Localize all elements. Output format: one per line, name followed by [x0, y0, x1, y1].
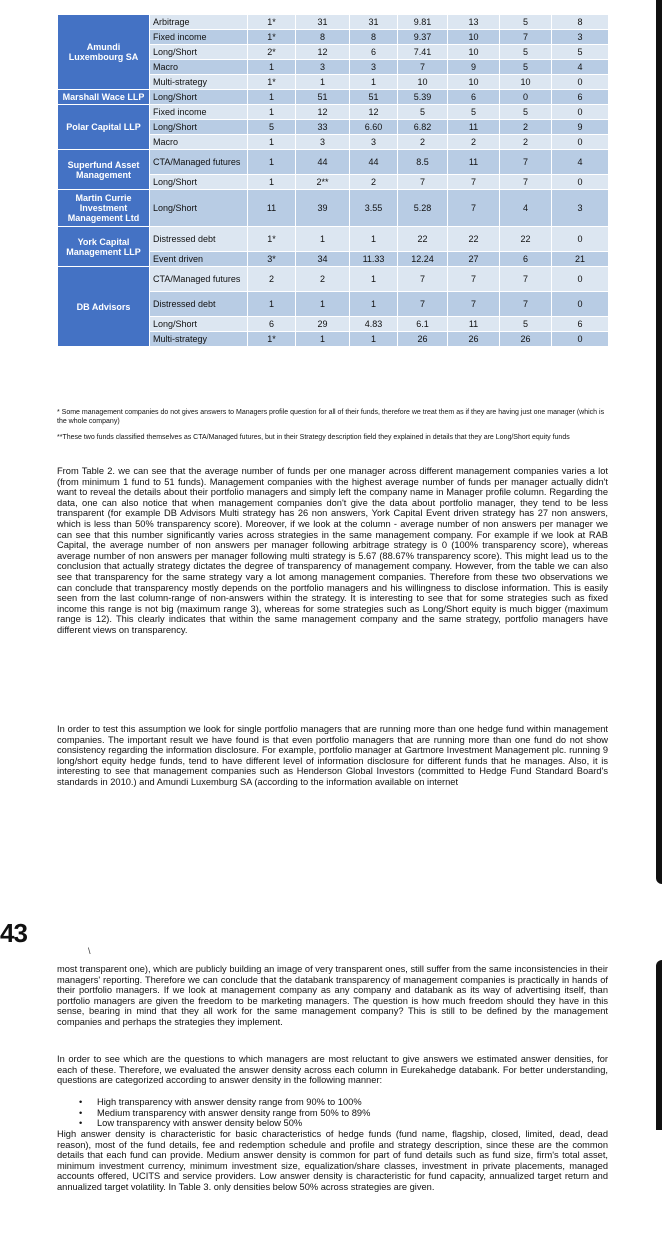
value-cell: 6: [552, 90, 609, 105]
value-cell: 5: [500, 45, 552, 60]
value-cell: 26: [398, 332, 448, 347]
value-cell: 6.1: [398, 317, 448, 332]
value-cell: 7: [398, 175, 448, 190]
value-cell: 7: [398, 267, 448, 292]
strategy-cell: Event driven: [150, 252, 248, 267]
table-row: [58, 267, 609, 292]
value-cell: 2: [448, 135, 500, 150]
value-cell: 51: [296, 90, 350, 105]
value-cell: 51: [350, 90, 398, 105]
value-cell: 0: [552, 135, 609, 150]
value-cell: 3*: [248, 252, 296, 267]
company-cell: Martin Currie Investment Management Ltd: [58, 190, 150, 227]
value-cell: 1: [350, 75, 398, 90]
value-cell: 1: [248, 90, 296, 105]
strategy-cell: Macro: [150, 60, 248, 75]
value-cell: 0: [552, 332, 609, 347]
strategy-cell: Arbitrage: [150, 15, 248, 30]
paragraph-1: From Table 2. we can see that the average number of funds per one manager across different management companies varies a lot (from minimum 1 fund to 51 funds). Management companies with the highest average number of funds per manager actually didn't want to reveal the details about their portfolio managers and simply left the company name in Manager profile column. Regarding the data, one can also notice that when management companies don't give the data about portfolio manager, they tend to be less transparent (for example DB Advisors Multi strategy has 26 non answers, York Capital Event driven strategy has 27 non answers, which is less than 50% transparency score). Moreover, if we look at the column - average number of non answers per manager we can see that this number significantly varies across strategies in the same management company. For example if we look at RAB Capital, the average number of non answers per manager following arbitrage strategy is 0 (100% transparency score), whereas average number of non answers per manager following multi strategy is 5.67 (88.67% transparency score). This might lead us to the conclusion that actually strategy dictates the degree of transparency of management company. However, from the table we can also see that transparency for the same strategy vary a lot among management companies. Therefore from these two observations we can conclude that transparency mostly depends on the portfolio managers and his willingness to disclose information. This is easily seen from the last column-range of non-answers within the strategy. It is interesting to see that for some strategies such as fixed income this range is not big (maximum range 3), whereas for some strategies such as Long/Short equity is much bigger (maximum range is 12). This clearly indicates that within the same management company and the same strategy, portfolio managers have different views on transparency.: [57, 466, 608, 635]
value-cell: 5: [248, 120, 296, 135]
table-row: [58, 90, 609, 105]
strategy-cell: Long/Short: [150, 45, 248, 60]
value-cell: 1: [296, 292, 350, 317]
strategy-cell: CTA/Managed futures: [150, 150, 248, 175]
value-cell: 9: [552, 120, 609, 135]
bullet-item: • High transparency with answer density range from 90% to 100%: [57, 1097, 608, 1108]
value-cell: 0: [552, 105, 609, 120]
value-cell: 8: [296, 30, 350, 45]
value-cell: 26: [500, 332, 552, 347]
value-cell: 5: [500, 317, 552, 332]
value-cell: 1: [248, 150, 296, 175]
value-cell: 0: [552, 292, 609, 317]
value-cell: 1: [350, 292, 398, 317]
value-cell: 4: [500, 190, 552, 227]
scan-mark: \: [88, 946, 91, 956]
value-cell: 12: [296, 105, 350, 120]
value-cell: 4.83: [350, 317, 398, 332]
value-cell: 0: [500, 90, 552, 105]
value-cell: 6.82: [398, 120, 448, 135]
value-cell: 0: [552, 267, 609, 292]
value-cell: 1: [248, 135, 296, 150]
value-cell: 1: [296, 227, 350, 252]
table-row: [58, 150, 609, 175]
value-cell: 27: [448, 252, 500, 267]
value-cell: 7: [448, 292, 500, 317]
value-cell: 3: [350, 135, 398, 150]
value-cell: 7: [448, 190, 500, 227]
company-cell: Amundi Luxembourg SA: [58, 15, 150, 90]
value-cell: 1: [350, 227, 398, 252]
value-cell: 1: [248, 60, 296, 75]
value-cell: 3.55: [350, 190, 398, 227]
value-cell: 1*: [248, 332, 296, 347]
value-cell: 12.24: [398, 252, 448, 267]
value-cell: 11: [248, 190, 296, 227]
value-cell: 3: [296, 135, 350, 150]
value-cell: 1: [296, 75, 350, 90]
strategy-cell: Distressed debt: [150, 292, 248, 317]
bullet-item: • Medium transparency with answer density range from 50% to 89%: [57, 1108, 608, 1119]
value-cell: 31: [296, 15, 350, 30]
value-cell: 1: [350, 267, 398, 292]
value-cell: 8: [552, 15, 609, 30]
value-cell: 4: [552, 60, 609, 75]
value-cell: 2**: [296, 175, 350, 190]
value-cell: 12: [350, 105, 398, 120]
value-cell: 5: [448, 105, 500, 120]
value-cell: 0: [552, 75, 609, 90]
value-cell: 11: [448, 317, 500, 332]
company-cell: Marshall Wace LLP: [58, 90, 150, 105]
value-cell: 6: [552, 317, 609, 332]
value-cell: 7: [500, 267, 552, 292]
value-cell: 3: [296, 60, 350, 75]
company-cell: York Capital Management LLP: [58, 227, 150, 267]
value-cell: 31: [350, 15, 398, 30]
value-cell: 0: [552, 175, 609, 190]
value-cell: 0: [552, 227, 609, 252]
value-cell: 12: [296, 45, 350, 60]
value-cell: 10: [500, 75, 552, 90]
strategy-cell: Long/Short: [150, 120, 248, 135]
value-cell: 2: [248, 267, 296, 292]
company-cell: DB Advisors: [58, 267, 150, 347]
value-cell: 26: [448, 332, 500, 347]
footnote-1: * Some management companies do not gives answers to Managers profile question for all of their funds, therefore we treat them as if they are having just one manager (which is the whole company): [57, 409, 605, 425]
paragraph-4: In order to see which are the questions to which managers are most reluctant to give answers we estimated answer densities, for each of these. Therefore, we evaluated the answer density across each column in Eurekahedge databank. For better understanding, questions are categorized according to answer density in the following manner:: [57, 1054, 608, 1086]
strategy-cell: Long/Short: [150, 90, 248, 105]
value-cell: 10: [448, 30, 500, 45]
value-cell: 34: [296, 252, 350, 267]
value-cell: 6: [248, 317, 296, 332]
value-cell: 8.5: [398, 150, 448, 175]
value-cell: 3: [552, 190, 609, 227]
value-cell: 4: [552, 150, 609, 175]
table-row: [58, 15, 609, 30]
value-cell: 9.37: [398, 30, 448, 45]
value-cell: 1*: [248, 30, 296, 45]
strategy-cell: Long/Short: [150, 175, 248, 190]
value-cell: 2: [296, 267, 350, 292]
value-cell: 29: [296, 317, 350, 332]
value-cell: 10: [398, 75, 448, 90]
value-cell: 21: [552, 252, 609, 267]
value-cell: 6: [500, 252, 552, 267]
table-row: [58, 227, 609, 252]
value-cell: 3: [350, 60, 398, 75]
company-cell: Polar Capital LLP: [58, 105, 150, 150]
value-cell: 8: [350, 30, 398, 45]
value-cell: 7: [448, 175, 500, 190]
value-cell: 1: [350, 332, 398, 347]
value-cell: 7: [500, 292, 552, 317]
value-cell: 1*: [248, 15, 296, 30]
value-cell: 6.60: [350, 120, 398, 135]
value-cell: 7.41: [398, 45, 448, 60]
page-edge-shadow: [656, 0, 662, 884]
value-cell: 2: [500, 120, 552, 135]
value-cell: 6: [448, 90, 500, 105]
page-number: 43: [0, 918, 27, 948]
value-cell: 44: [296, 150, 350, 175]
strategy-cell: Long/Short: [150, 190, 248, 227]
strategy-cell: CTA/Managed futures: [150, 267, 248, 292]
value-cell: 9.81: [398, 15, 448, 30]
manager-transparency-table: [57, 14, 609, 347]
paragraph-5: High answer density is characteristic for basic characteristics of hedge funds (fund name, flagship, closed, limited, dead, dead reason), most of the fund details, fee and redemption schedule and profile and strategy description, since these are the common details that each fund can provide. Medium answer density is common for part of fund details such as fund size, firm's total asset, minimum investment currency, minimum investment size, equalization/share classes, investment in private placements, managed accounts offered, UCITS and service providers. Low answer density is characteristic for fund capacity, annualized target return and annualized target volatility. In Table 3. only densities below 50% across strategies are given.: [57, 1129, 608, 1192]
value-cell: 11.33: [350, 252, 398, 267]
value-cell: 11: [448, 120, 500, 135]
value-cell: 1: [248, 292, 296, 317]
bullet-item: • Low transparency with answer density below 50%: [57, 1118, 608, 1129]
value-cell: 22: [398, 227, 448, 252]
value-cell: 5: [500, 60, 552, 75]
footnote-2: **These two funds classified themselves as CTA/Managed futures, but in their Strategy description field they explained in details that they are Long/Short equity funds: [57, 434, 570, 441]
value-cell: 5.39: [398, 90, 448, 105]
value-cell: 5: [500, 15, 552, 30]
value-cell: 11: [448, 150, 500, 175]
strategy-cell: Fixed income: [150, 105, 248, 120]
value-cell: 1: [296, 332, 350, 347]
transparency-bullet-list: [57, 1097, 608, 1129]
table-row: [58, 190, 609, 227]
value-cell: 7: [500, 150, 552, 175]
value-cell: 5: [552, 45, 609, 60]
value-cell: 2*: [248, 45, 296, 60]
value-cell: 33: [296, 120, 350, 135]
company-cell: Superfund Asset Management: [58, 150, 150, 190]
value-cell: 3: [552, 30, 609, 45]
strategy-cell: Multi-strategy: [150, 332, 248, 347]
value-cell: 2: [350, 175, 398, 190]
value-cell: 1: [248, 105, 296, 120]
value-cell: 22: [500, 227, 552, 252]
value-cell: 5: [398, 105, 448, 120]
strategy-cell: Macro: [150, 135, 248, 150]
strategy-cell: Multi-strategy: [150, 75, 248, 90]
value-cell: 7: [500, 30, 552, 45]
paragraph-2: In order to test this assumption we look for single portfolio managers that are running more than one hedge fund within management companies. The important result we have found is that even portfolio managers that are running more than one fund do not show consistency regarding the information disclosure. For example, portfolio manager at Gartmore Investment Management plc. running 9 long/short equity hedge funds, tend to have different level of information disclosure for different funds that he manages. Also, it is interesting to see that management companies such as Henderson Global Investors (committed to Hedge Fund Standard Board's standards in 2010.) and Amundi Luxemburg SA (according to the information available on internet: [57, 724, 608, 787]
page-edge-shadow-lower: [656, 960, 662, 1130]
value-cell: 2: [398, 135, 448, 150]
value-cell: 1*: [248, 227, 296, 252]
value-cell: 7: [448, 267, 500, 292]
value-cell: 10: [448, 45, 500, 60]
value-cell: 22: [448, 227, 500, 252]
value-cell: 9: [448, 60, 500, 75]
table-body: [58, 15, 609, 347]
value-cell: 2: [500, 135, 552, 150]
value-cell: 39: [296, 190, 350, 227]
strategy-cell: Long/Short: [150, 317, 248, 332]
paragraph-3: most transparent one), which are publicly building an image of very transparent ones, still suffer from the same inconsistencies in their managers' reporting. Therefore we can conclude that the databank transparency of management companies is practically in hands of their portfolio managers. If we look at management company as any company and databank as its way of advertising itself, than portfolio managers are given the freedom to be marketing managers. The question is how much freedom should they have in this sense, bearing in mind that they all work for the same management company? This is still to be defined by the management companies and perhaps the strategies they implement.: [57, 964, 608, 1027]
value-cell: 5.28: [398, 190, 448, 227]
value-cell: 7: [500, 175, 552, 190]
value-cell: 1: [248, 175, 296, 190]
value-cell: 7: [398, 292, 448, 317]
value-cell: 5: [500, 105, 552, 120]
value-cell: 13: [448, 15, 500, 30]
value-cell: 7: [398, 60, 448, 75]
value-cell: 10: [448, 75, 500, 90]
value-cell: 44: [350, 150, 398, 175]
table-row: [58, 105, 609, 120]
strategy-cell: Fixed income: [150, 30, 248, 45]
value-cell: 1*: [248, 75, 296, 90]
strategy-cell: Distressed debt: [150, 227, 248, 252]
value-cell: 6: [350, 45, 398, 60]
